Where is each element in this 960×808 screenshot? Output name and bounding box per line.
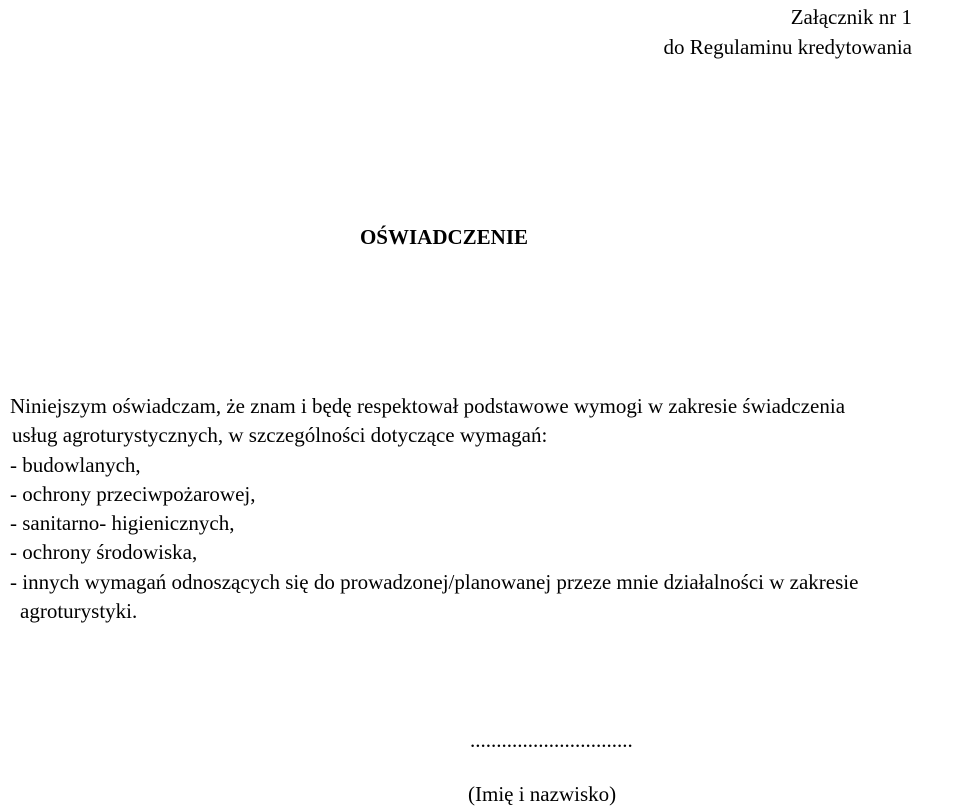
requirement-item-building: - budowlanych, <box>10 452 141 477</box>
document-header <box>664 2 912 62</box>
signature-label: (Imię i nazwisko) <box>468 782 617 806</box>
requirement-item-environment: - ochrony środowiska, <box>10 540 198 565</box>
signature-line: ............................... <box>470 728 633 752</box>
attachment-number: Załącznik nr 1 <box>790 5 912 29</box>
requirement-item-other: - innych wymagań odnoszących się do prowadzonej/planowanej przeze mnie działalności w zakresie <box>10 569 859 594</box>
declaration-line-2: usług agroturystycznych, w szczególności dotyczące wymagań: <box>12 423 548 448</box>
regulation-reference: do Regulaminu kredytowania <box>663 35 912 59</box>
requirement-item-sanitary: - sanitarno- higienicznych, <box>10 511 235 536</box>
document-title: OŚWIADCZENIE <box>359 225 529 249</box>
declaration-body <box>10 392 955 626</box>
declaration-line-1: Niniejszym oświadczam, że znam i będę respektował podstawowe wymogi w zakresie świadczenia <box>10 394 846 418</box>
requirement-item-fire-protection: - ochrony przeciwpożarowej, <box>10 481 256 506</box>
requirement-item-other-continuation: agroturystyki. <box>20 599 138 624</box>
